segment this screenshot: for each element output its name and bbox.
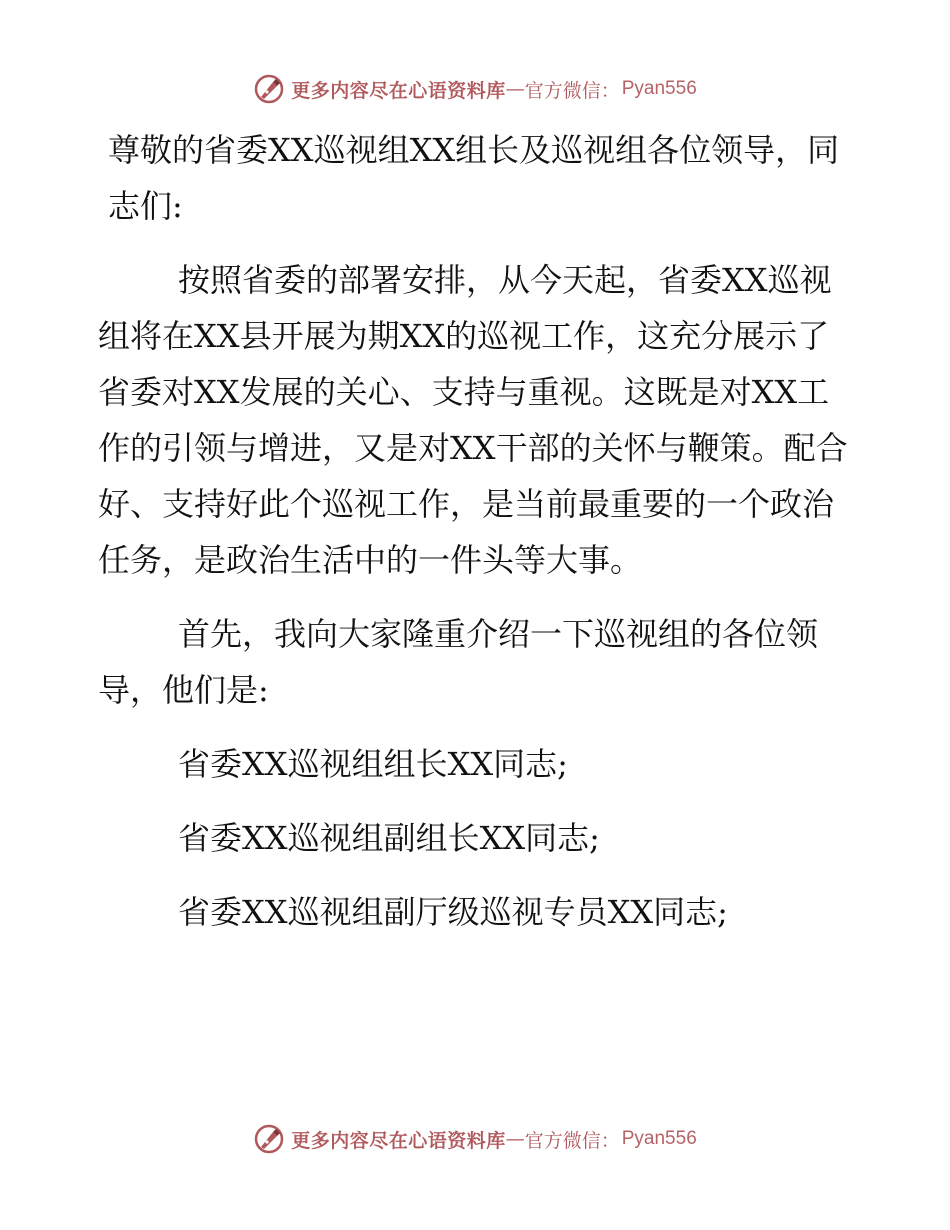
banner-wechat-id: Pyan556: [621, 1128, 697, 1149]
banner-separator: —: [505, 78, 525, 100]
paragraph-introduction-of-leaders: 首先，我向大家隆重介绍一下巡视组的各位领导，他们是:: [98, 615, 819, 709]
member-item: 省委XX巡视组副组长XX同志;: [178, 819, 600, 857]
pen-nib-logo-icon: [253, 73, 285, 105]
banner-separator: —: [505, 1128, 525, 1150]
header-banner: [0, 71, 950, 107]
banner-wechat-id: Pyan556: [621, 78, 697, 99]
banner-main-text: 更多内容尽在心语资料库: [291, 1129, 506, 1152]
document-body: [98, 122, 858, 958]
footer-banner: [0, 1121, 950, 1157]
salutation: 尊敬的省委XX巡视组XX组长及巡视组各位领导，同志们:: [108, 131, 840, 225]
banner-wechat-label: 官方微信：: [524, 79, 620, 102]
member-item: 省委XX巡视组副厅级巡视专员XX同志;: [178, 893, 728, 931]
banner-wechat-label: 官方微信：: [524, 1129, 620, 1152]
paragraph-intro: 按照省委的部署安排，从今天起，省委XX巡视组将在XX县开展为期XX的巡视工作，这充分展示了省委对XX发展的关心、支持与重视。这既是对XX工作的引领与增进，又是对XX干部的关怀与鞭策。配合好、支持好此个巡视工作，是当前最重要的一个政治任务，是政治生活中的一件头等大事。: [98, 261, 848, 579]
banner-main-text: 更多内容尽在心语资料库: [291, 79, 506, 102]
pen-nib-logo-icon: [253, 1123, 285, 1155]
member-item: 省委XX巡视组组长XX同志;: [178, 745, 568, 783]
